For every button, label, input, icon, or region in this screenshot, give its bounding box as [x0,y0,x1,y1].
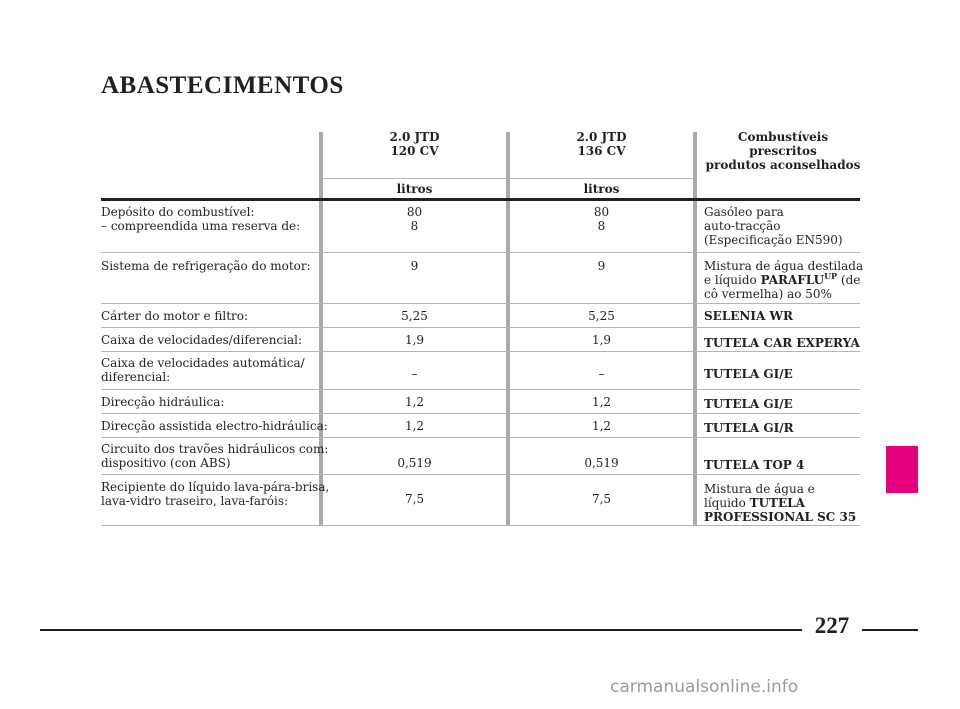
footer-rule-left [40,629,802,631]
row-divider [101,327,860,328]
row-divider [101,303,860,304]
row-label-line: Circuito dos travões hidráulicos com: [101,442,329,456]
header-col2-line2: 136 CV [577,144,626,158]
header-col1 [323,130,506,158]
product-text: e líquido [704,273,761,287]
product-brand-sup: UP [824,271,838,281]
row-label-line: diferencial: [101,370,171,384]
value-col2 [510,259,693,273]
row-divider [101,252,860,253]
product-fuel [704,205,843,247]
row-divider [101,389,860,390]
value-col2: 0,519 [584,456,619,470]
value-col1: 1,2 [404,419,425,433]
value-col2: – [598,367,605,381]
unit-col1: litros [396,182,433,196]
row-label-line: Depósito do combustível: [101,205,255,219]
product-line: PROFESSIONAL SC 35 [704,510,857,524]
header-col2 [510,130,693,158]
row-label-line: Recipiente do líquido lava-pára-brisa, [101,480,330,494]
value-col2 [510,205,693,233]
row-label-line: dispositivo (con ABS) [101,456,231,470]
product-line: Mistura de água e [704,482,815,496]
value-line: 8 [597,219,606,233]
value-col1: 1,9 [404,333,425,347]
value-col2: 5,25 [588,309,615,323]
product-electro-steering: TUTELA GI/R [704,421,794,435]
unit-col2: litros [583,182,620,196]
page-number: 227 [814,613,850,638]
row-label-line: Caixa de velocidades automática/ [101,356,305,370]
value-col2: 1,2 [591,395,612,409]
row-label-line: – compreendida uma reserva de: [101,219,301,233]
row-label-cooling [101,259,311,273]
header-col1-line2: 120 CV [390,144,439,158]
header-col3-line2: prescritos [749,144,817,158]
product-auto-gearbox: TUTELA GI/E [704,367,793,381]
row-label-line: Sistema de refrigeração do motor: [101,259,311,273]
product-line: (Especificação EN590) [704,233,843,247]
product-brand: TUTELA [749,496,805,510]
row-divider [101,351,860,352]
row-divider [101,413,860,414]
value-col2: 1,2 [591,419,612,433]
product-text: (de [837,273,861,287]
row-label-crankcase: Cárter do motor e filtro: [101,309,249,323]
header-divider [323,178,693,179]
product-text: líquido [704,496,750,510]
value-col1: 5,25 [401,309,428,323]
header-col1-line1: 2.0 JTD [389,130,440,144]
value-col1 [323,205,506,233]
product-engine-oil: SELENIA WR [704,309,793,323]
page-title: ABASTECIMENTOS [101,72,344,99]
value-line: 80 [593,205,610,219]
product-line [704,496,856,510]
value-col1 [323,259,506,273]
value-col2: 1,9 [591,333,612,347]
product-line: cô vermelha) ao 50% [704,287,832,301]
row-divider [101,525,860,526]
product-line: Mistura de água destilada [704,259,864,273]
value-line: 80 [406,205,423,219]
product-brand: PARAFLU [760,273,825,287]
row-label-power-steering: Direcção hidráulica: [101,395,225,409]
row-label-gearbox: Caixa de velocidades/diferencial: [101,333,303,347]
row-label-brakes [101,442,328,470]
product-coolant [704,259,863,301]
value-col1: 0,519 [397,456,432,470]
header-col3-line1: Combustíveis [737,130,829,144]
row-label-auto-gearbox [101,356,305,384]
product-line: auto-tracção [704,219,781,233]
value-line: 9 [410,259,419,273]
row-label-fuel-tank [101,205,300,233]
watermark: carmanualsonline.info [610,677,799,697]
row-label-washer [101,480,329,508]
footer-rule-right [862,629,918,631]
column-separator-3 [693,132,697,526]
product-washer-fluid [704,482,856,524]
value-line: 8 [410,219,419,233]
row-divider [101,474,860,475]
value-line: 9 [597,259,606,273]
value-col1: 7,5 [404,492,425,506]
section-tab-marker [886,446,918,493]
header-col3 [697,130,869,172]
row-label-line: lava-vidro traseiro, lava-faróis: [101,494,289,508]
header-col2-line1: 2.0 JTD [576,130,627,144]
product-gearbox-oil: TUTELA CAR EXPERYA [704,336,860,350]
product-brake-fluid: TUTELA TOP 4 [704,458,805,472]
product-line: Gasóleo para [704,205,784,219]
value-col2: 7,5 [591,492,612,506]
product-line [704,273,863,287]
row-label-electro-steering: Direcção assistida electro-hidráulica: [101,419,328,433]
value-col1: – [411,367,418,381]
row-divider [101,437,860,438]
header-rule [101,198,860,201]
value-col1: 1,2 [404,395,425,409]
product-power-steering: TUTELA GI/E [704,397,793,411]
header-col3-line3: produtos aconselhados [705,158,861,172]
